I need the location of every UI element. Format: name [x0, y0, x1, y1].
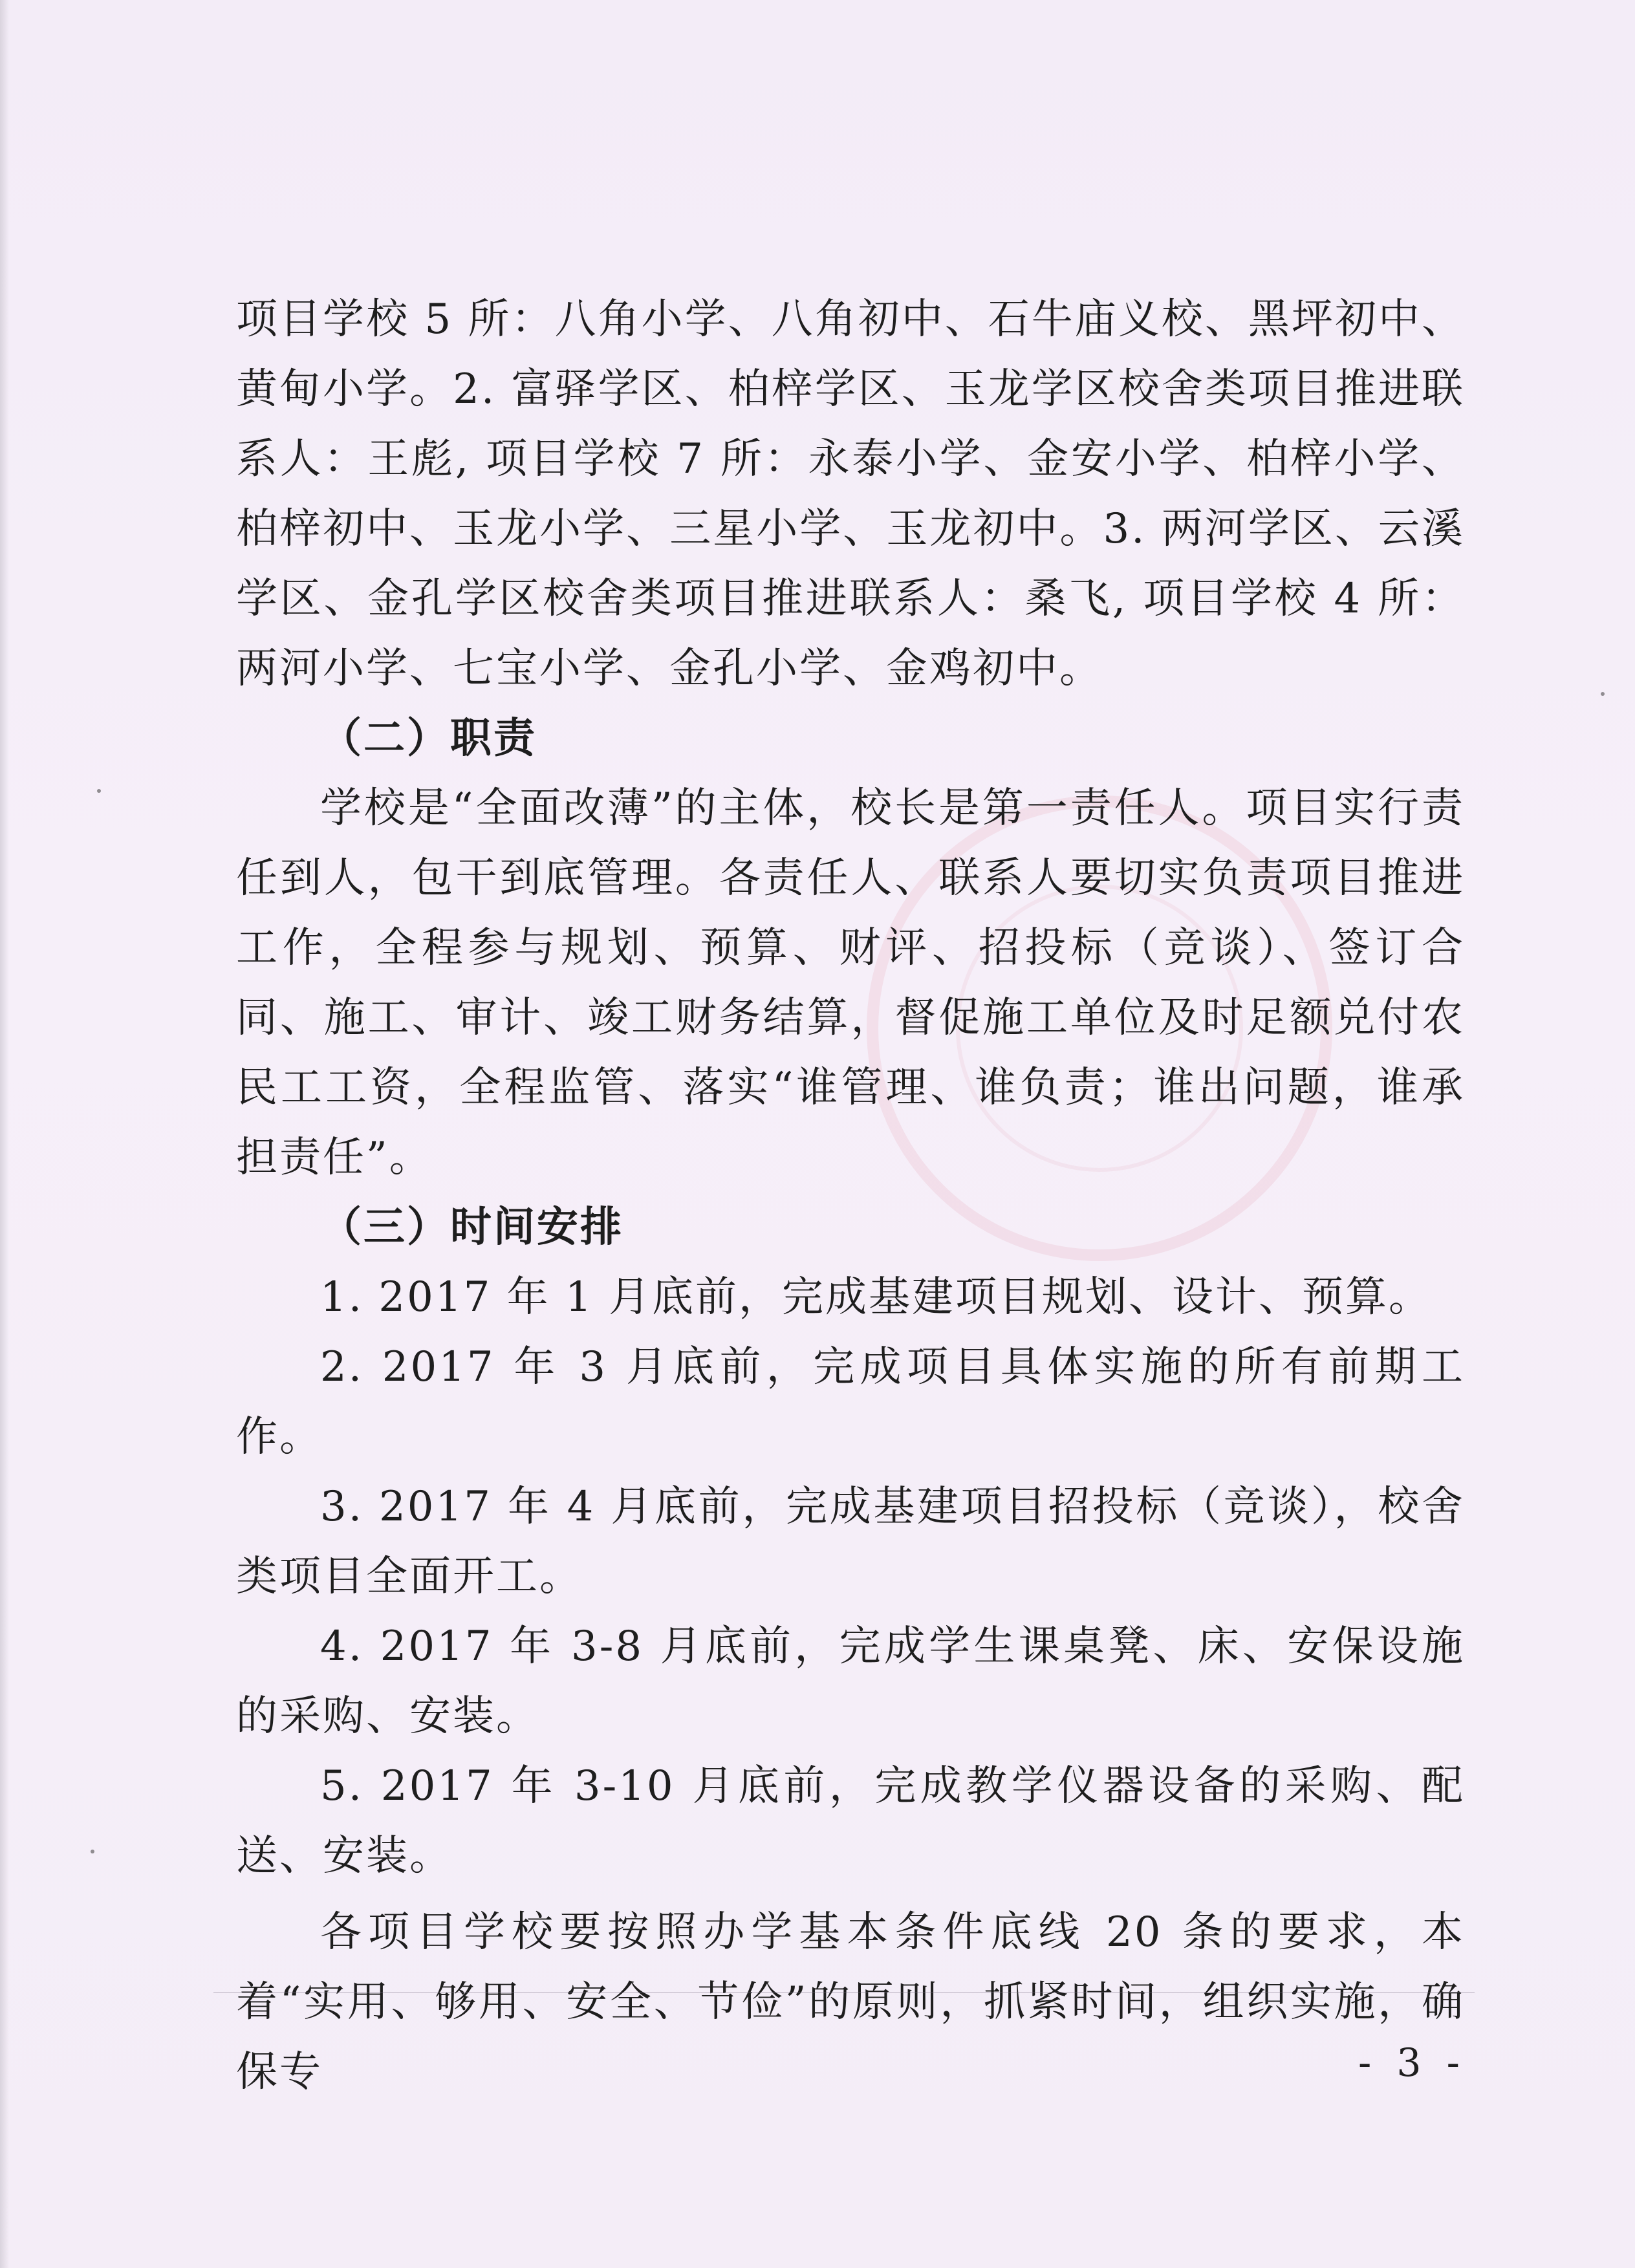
heading-responsibilities: （二）职责: [320, 715, 537, 762]
scan-speck: [91, 1850, 94, 1853]
scan-speck: [97, 789, 101, 793]
schedule-item: 2. 2017 年 3 月底前，完成项目具体实施的所有前期工作。: [236, 1343, 1465, 1461]
paragraph-closing: 各项目学校要按照办学基本条件底线 20 条的要求，本着“实用、够用、安全、节俭”的原则，抓紧时间，组织实施，确保专: [236, 1908, 1465, 2096]
paragraph-responsibilities: 学校是“全面改薄”的主体，校长是第一责任人。项目实行责任到人，包干到底管理。各责任人、联系人要切实负责项目推进工作，全程参与规划、预算、财评、招投标（竞谈）、签订合同、施工、审计、竣工财务结算，督促施工单位及时足额兑付农民工工资，全程监管、落实“谁管理、谁负责；谁出问题，谁承担责任”。: [236, 784, 1465, 1182]
scan-speck: [1601, 692, 1605, 696]
schedule-item: 1. 2017 年 1 月底前，完成基建项目规划、设计、预算。: [320, 1273, 1433, 1321]
scan-edge: [0, 0, 9, 2268]
schedule-item: 5. 2017 年 3-10 月底前，完成教学仪器设备的采购、配送、安装。: [236, 1762, 1465, 1880]
schedule-item: 3. 2017 年 4 月底前，完成基建项目招投标（竞谈），校舍类项目全面开工。: [236, 1483, 1465, 1601]
paragraph-project-schools: 项目学校 5 所：八角小学、八角初中、石牛庙义校、黑坪初中、黄甸小学。2. 富驿学区、柏梓学区、玉龙学区校舍类项目推进联系人：王彪, 项目学校 7 所：永泰小学、金安小学、柏梓小学、柏梓初中、玉龙小学、三星小学、玉龙初中。3. 两河学区、云溪学区、金孔学区校舍类项目推进联系人：桑飞, 项目学校 4 所：两河小学、七宝小学、金孔小学、金鸡初中。: [236, 296, 1465, 693]
document-body: [236, 285, 1465, 2107]
footer-rule: [213, 1992, 1475, 1993]
schedule-item: 4. 2017 年 3-8 月底前，完成学生课桌凳、床、安保设施的采购、安装。: [236, 1623, 1465, 1740]
heading-schedule: （三）时间安排: [320, 1204, 623, 1251]
page-number: - 3 -: [1358, 2040, 1466, 2086]
